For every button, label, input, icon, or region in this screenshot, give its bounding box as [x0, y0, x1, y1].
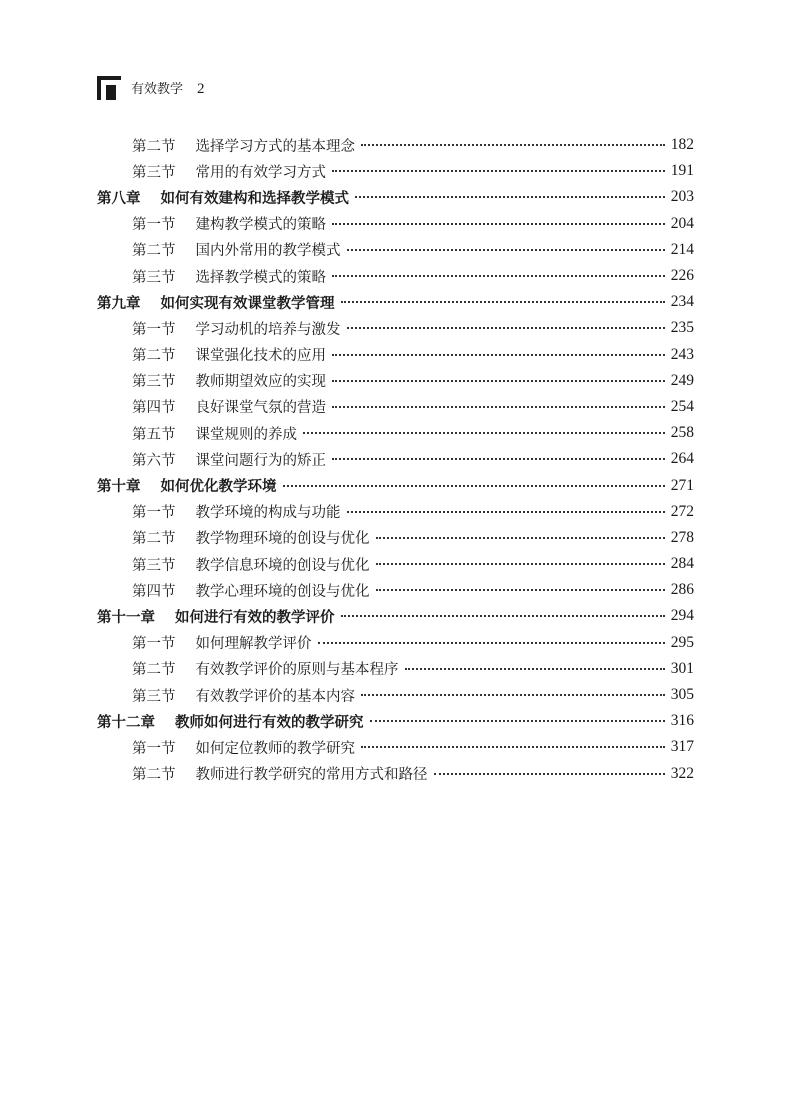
toc-entry-page: 191 — [670, 162, 694, 180]
toc-leader-dots — [332, 454, 665, 460]
toc-leader-dots — [332, 402, 665, 408]
toc-leader-dots — [332, 219, 665, 225]
toc-section-row — [97, 551, 694, 577]
toc-entry-label: 第一节 — [132, 217, 176, 234]
toc-entry-page: 204 — [670, 214, 694, 232]
toc-entry-label: 第二节 — [132, 767, 176, 784]
toc-entry-title: 如何理解教学评价 — [195, 636, 312, 653]
toc-entry-page: 272 — [670, 502, 694, 520]
toc-section-row — [97, 368, 694, 394]
toc-entry-title: 良好课堂气氛的营造 — [195, 400, 326, 417]
toc-leader-dots — [332, 271, 665, 277]
toc-entry-title: 常用的有效学习方式 — [195, 164, 326, 181]
toc-leader-dots — [303, 428, 665, 434]
toc-entry-page: 249 — [670, 371, 694, 389]
toc-entry-label: 第三节 — [132, 374, 176, 391]
toc-entry-title: 选择教学模式的策略 — [195, 269, 326, 286]
toc-entry-page: 264 — [670, 450, 694, 468]
toc-section-row — [97, 525, 694, 551]
toc-entry-label: 第二节 — [132, 243, 176, 260]
toc-entry-title: 如何有效建构和选择教学模式 — [160, 190, 349, 207]
toc-leader-dots — [347, 245, 665, 251]
toc-entry-title: 如何优化教学环境 — [160, 479, 277, 496]
toc-entry-label: 第三节 — [132, 164, 176, 181]
toc-section-row — [97, 132, 694, 158]
toc-entry-label: 第十章 — [97, 479, 141, 496]
toc-leader-dots — [355, 192, 665, 198]
toc-entry-label: 第六节 — [132, 452, 176, 469]
toc-entry-title: 如何进行有效的教学评价 — [175, 609, 335, 626]
toc-chapter-row — [97, 184, 694, 210]
toc-entry-label: 第三节 — [132, 269, 176, 286]
toc-section-row — [97, 263, 694, 289]
toc-section-row — [97, 342, 694, 368]
toc-entry-page: 234 — [670, 293, 694, 311]
toc-entry-title: 建构教学模式的策略 — [195, 217, 326, 234]
toc-chapter-row — [97, 603, 694, 629]
book-title: 有效教学 — [131, 82, 184, 97]
toc-entry-page: 295 — [670, 633, 694, 651]
running-header — [97, 76, 205, 100]
toc-chapter-row — [97, 472, 694, 498]
toc-section-row — [97, 446, 694, 472]
toc-leader-dots — [332, 376, 665, 382]
toc-entry-page: 235 — [670, 319, 694, 337]
toc-entry-title: 学习动机的培养与激发 — [195, 321, 341, 338]
toc-entry-title: 课堂强化技术的应用 — [195, 348, 326, 365]
toc-entry-title: 教学心理环境的创设与优化 — [195, 583, 370, 600]
toc-leader-dots — [347, 507, 665, 513]
toc-leader-dots — [341, 297, 665, 303]
running-title — [131, 78, 205, 98]
toc-entry-title: 教学环境的构成与功能 — [195, 505, 341, 522]
toc-leader-dots — [376, 585, 665, 591]
toc-entry-label: 第一节 — [132, 740, 176, 757]
toc-entry-page: 203 — [670, 188, 694, 206]
toc-entry-title: 教学物理环境的创设与优化 — [195, 531, 370, 548]
toc-entry-page: 254 — [670, 397, 694, 415]
toc-section-row — [97, 656, 694, 682]
toc-section-row — [97, 420, 694, 446]
toc-section-row — [97, 577, 694, 603]
toc-entry-page: 317 — [670, 738, 694, 756]
toc-section-row — [97, 211, 694, 237]
table-of-contents — [97, 132, 694, 787]
toc-entry-label: 第一节 — [132, 321, 176, 338]
toc-entry-page: 271 — [670, 476, 694, 494]
toc-entry-page: 258 — [670, 424, 694, 442]
toc-entry-label: 第四节 — [132, 400, 176, 417]
toc-entry-page: 294 — [670, 607, 694, 625]
toc-leader-dots — [361, 140, 665, 146]
toc-entry-label: 第二节 — [132, 662, 176, 679]
toc-section-row — [97, 734, 694, 760]
toc-leader-dots — [318, 638, 665, 644]
toc-entry-title: 课堂问题行为的矫正 — [195, 452, 326, 469]
toc-chapter-row — [97, 289, 694, 315]
toc-section-row — [97, 237, 694, 263]
toc-entry-page: 182 — [670, 136, 694, 154]
toc-entry-title: 教学信息环境的创设与优化 — [195, 557, 370, 574]
toc-entry-label: 第八章 — [97, 190, 141, 207]
toc-leader-dots — [370, 716, 665, 722]
toc-section-row — [97, 158, 694, 184]
toc-entry-page: 316 — [670, 712, 694, 730]
toc-entry-label: 第十二章 — [97, 714, 155, 731]
toc-leader-dots — [332, 350, 665, 356]
toc-entry-label: 第二节 — [132, 348, 176, 365]
toc-chapter-row — [97, 708, 694, 734]
toc-entry-label: 第五节 — [132, 426, 176, 443]
toc-section-row — [97, 499, 694, 525]
toc-entry-label: 第十一章 — [97, 609, 155, 626]
toc-entry-title: 教师如何进行有效的教学研究 — [175, 714, 364, 731]
toc-entry-label: 第三节 — [132, 688, 176, 705]
toc-leader-dots — [361, 690, 665, 696]
toc-entry-title: 有效教学评价的基本内容 — [195, 688, 355, 705]
toc-leader-dots — [376, 533, 665, 539]
page-number: 2 — [197, 81, 205, 97]
toc-entry-label: 第三节 — [132, 557, 176, 574]
toc-section-row — [97, 394, 694, 420]
toc-leader-dots — [283, 481, 665, 487]
toc-entry-title: 如何定位教师的教学研究 — [195, 740, 355, 757]
toc-entry-title: 课堂规则的养成 — [195, 426, 297, 443]
toc-entry-label: 第一节 — [132, 505, 176, 522]
toc-entry-title: 教师期望效应的实现 — [195, 374, 326, 391]
toc-entry-page: 286 — [670, 581, 694, 599]
toc-leader-dots — [361, 742, 665, 748]
toc-entry-page: 214 — [670, 240, 694, 258]
toc-entry-page: 226 — [670, 267, 694, 285]
corner-mark-icon — [97, 76, 121, 100]
toc-entry-page: 301 — [670, 659, 694, 677]
toc-leader-dots — [341, 611, 665, 617]
toc-entry-title: 教师进行教学研究的常用方式和路径 — [195, 767, 428, 784]
toc-entry-title: 如何实现有效课堂教学管理 — [160, 295, 335, 312]
toc-entry-label: 第二节 — [132, 531, 176, 548]
toc-entry-page: 305 — [670, 686, 694, 704]
toc-entry-page: 278 — [670, 528, 694, 546]
toc-section-row — [97, 761, 694, 787]
toc-entry-label: 第一节 — [132, 636, 176, 653]
toc-section-row — [97, 315, 694, 341]
toc-leader-dots — [376, 559, 665, 565]
toc-leader-dots — [405, 664, 665, 670]
toc-entry-title: 有效教学评价的原则与基本程序 — [195, 662, 399, 679]
toc-entry-title: 国内外常用的教学模式 — [195, 243, 341, 260]
toc-entry-page: 322 — [670, 764, 694, 782]
toc-entry-label: 第九章 — [97, 295, 141, 312]
toc-entry-page: 284 — [670, 555, 694, 573]
toc-section-row — [97, 630, 694, 656]
toc-leader-dots — [347, 323, 665, 329]
toc-section-row — [97, 682, 694, 708]
toc-leader-dots — [332, 166, 665, 172]
toc-entry-label: 第四节 — [132, 583, 176, 600]
toc-entry-label: 第二节 — [132, 138, 176, 155]
toc-entry-title: 选择学习方式的基本理念 — [195, 138, 355, 155]
toc-entry-page: 243 — [670, 345, 694, 363]
toc-leader-dots — [434, 769, 665, 775]
